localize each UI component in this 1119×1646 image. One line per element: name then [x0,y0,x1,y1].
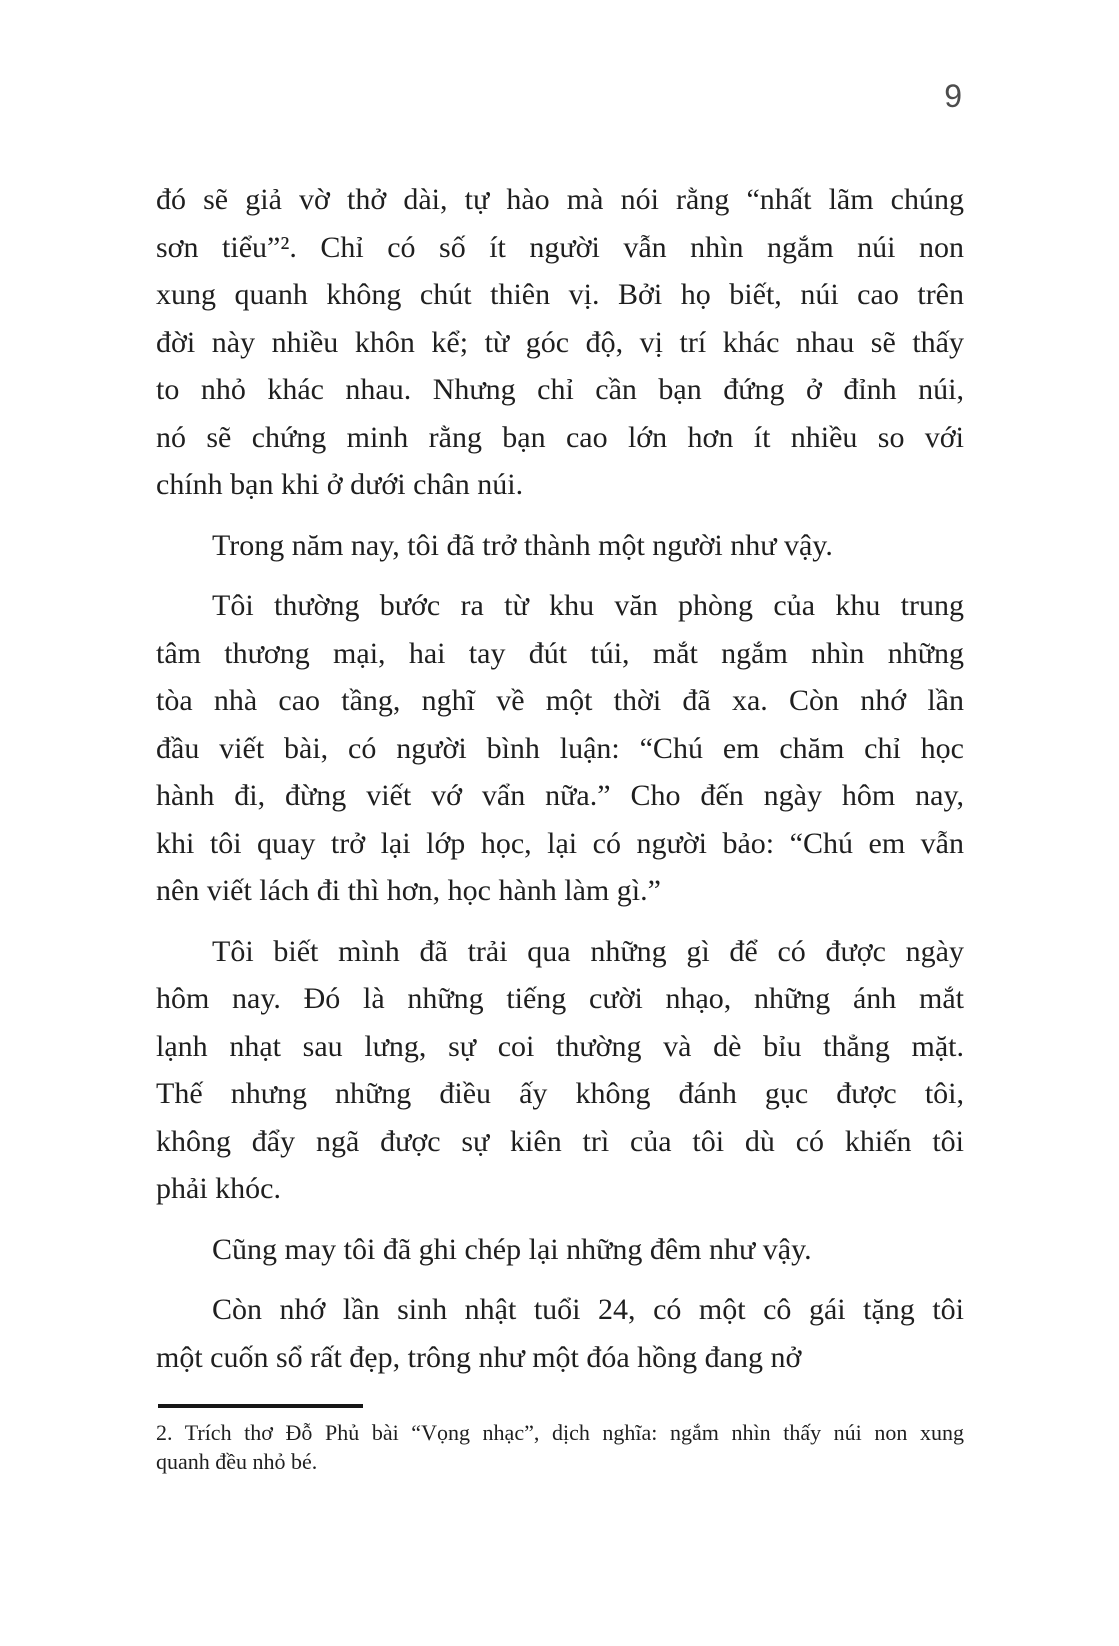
paragraph-line: đời này nhiều khôn kể; từ góc độ, vị trí khác nhau sẽ thấy [156,325,964,359]
paragraph-line: Cũng may tôi đã ghi chép lại những đêm như vậy. [212,1232,812,1266]
footnote-rule [158,1404,363,1408]
paragraph-line: phải khóc. [156,1172,281,1205]
paragraph [156,522,964,570]
text-block [156,176,964,1381]
paragraph-line: Tôi biết mình đã trải qua những gì để có được ngày [212,934,964,968]
paragraph-line: to nhỏ khác nhau. Nhưng chỉ cần bạn đứng ở đỉnh núi, [156,373,964,406]
paragraph-line: không đẩy ngã được sự kiên trì của tôi dù có khiến tôi [156,1124,964,1158]
paragraph-line: tòa nhà cao tầng, nghĩ về một thời đã xa. Còn nhớ lần [156,684,964,717]
paragraph [156,582,964,915]
footnote-line: quanh đều nhỏ bé. [156,1449,318,1474]
paragraph-line: chính bạn khi ở dưới chân núi. [156,468,524,501]
footnote [156,1404,964,1476]
paragraph-line: một cuốn sổ rất đẹp, trông như một đóa hồng đang nở [156,1340,802,1374]
paragraph-line: sơn tiểu”². Chỉ có số ít người vẫn nhìn ngắm núi non [156,230,964,264]
paragraph-line: đó sẽ giả vờ thở dài, tự hào mà nói rằng “nhất lãm chúng [156,183,964,216]
paragraph-line: hôm nay. Đó là những tiếng cười nhạo, những ánh mắt [156,982,964,1015]
paragraph [156,1226,964,1274]
footnote-line: 2. Trích thơ Đỗ Phủ bài “Vọng nhạc”, dịch nghĩa: ngắm nhìn thấy núi non xung [156,1420,964,1445]
paragraph-line: tâm thương mại, hai tay đút túi, mắt ngắm nhìn những [156,636,964,670]
paragraph-line: nó sẽ chứng minh rằng bạn cao lớn hơn ít nhiều so với [156,420,964,454]
paragraph-line: đầu viết bài, có người bình luận: “Chú em chăm chỉ học [156,731,964,765]
paragraph-line: lạnh nhạt sau lưng, sự coi thường và dè bỉu thẳng mặt. [156,1029,964,1063]
paragraph-line: Thế nhưng những điều ấy không đánh gục được tôi, [156,1077,964,1110]
paragraph-line: xung quanh không chút thiên vị. Bởi họ biết, núi cao trên [156,278,964,311]
page-number: 9 [944,78,962,114]
paragraph-line: Còn nhớ lần sinh nhật tuổi 24, có một cô gái tặng tôi [212,1293,964,1326]
paragraph-line: Tôi thường bước ra từ khu văn phòng của khu trung [212,589,964,622]
paragraph [156,928,964,1213]
paragraph [156,176,964,509]
paragraph-line: khi tôi quay trở lại lớp học, lại có người bảo: “Chú em vẫn [156,826,964,860]
paragraph-line: Trong năm nay, tôi đã trở thành một người như vậy. [212,528,833,562]
paragraph-line: nên viết lách đi thì hơn, học hành làm gì.” [156,874,661,907]
paragraph-line: hành đi, đừng viết vớ vẩn nữa.” Cho đến ngày hôm nay, [156,779,964,812]
paragraph [156,1286,964,1381]
